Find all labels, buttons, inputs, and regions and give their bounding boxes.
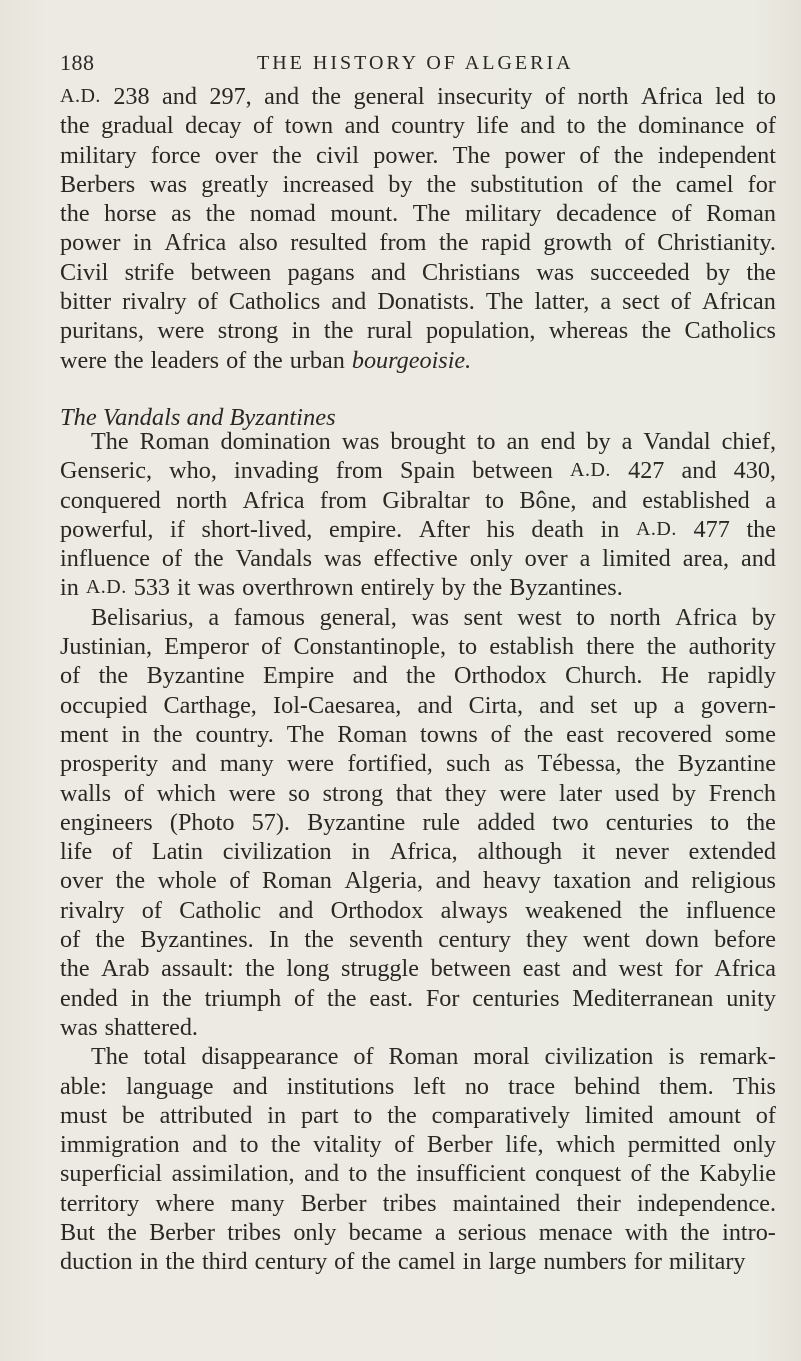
paragraph-4 — [60, 1042, 776, 1276]
text-line: The Roman domination was brought to an end by a Vandal chief, — [91, 427, 776, 455]
text-line: immigration and to the vitality of Berber life, which permitted only — [60, 1131, 776, 1159]
text-line: rivalry of Catholic and Orthodox always weakened the influence — [60, 896, 776, 924]
text-line: of the Byzantines. In the seventh century they went down before — [60, 926, 776, 954]
body-text — [60, 82, 776, 1277]
text-line: puritans, were strong in the rural population, whereas the Catholics — [60, 317, 776, 345]
text-line: able: language and institutions left no trace behind them. This — [60, 1072, 776, 1100]
section-heading: The Vandals and Byzantines — [60, 403, 336, 431]
page-header — [60, 50, 771, 84]
text-line: duction in the third century of the camel in large numbers for military — [60, 1248, 746, 1276]
text-line: was shattered. — [60, 1013, 198, 1041]
text-line: engineers (Photo 57). Byzantine rule added two centuries to the — [60, 808, 776, 836]
running-head: THE HISTORY OF ALGERIA — [257, 52, 574, 74]
text-line: must be attributed in part to the comparatively limited amount of — [60, 1101, 776, 1129]
text-line: superficial assimilation, and to the insufficient conquest of the Kabylie — [60, 1160, 776, 1188]
text-line: power in Africa also resulted from the rapid growth of Christianity. — [60, 229, 776, 257]
text-line: ended in the triumph of the east. For centuries Mediterranean unity — [60, 984, 776, 1012]
text-line: bitter rivalry of Catholics and Donatists. The latter, a sect of African — [60, 288, 776, 316]
text-line: powerful, if short-lived, empire. After his death in A.D. 477 the — [60, 515, 776, 543]
text-line: walls of which were so strong that they were later used by French — [60, 779, 776, 807]
text-line: Berbers was greatly increased by the substitution of the camel for — [60, 170, 776, 198]
paragraph-1 — [60, 82, 776, 375]
text-line: were the leaders of the urban bourgeoisie. — [60, 346, 472, 374]
text-line: of the Byzantine Empire and the Orthodox Church. He rapidly — [60, 662, 776, 690]
text-line: The total disappearance of Roman moral civilization is remark- — [91, 1043, 776, 1071]
text-line: But the Berber tribes only became a serious menace with the intro- — [60, 1218, 776, 1246]
text-line: Justinian, Emperor of Constantinople, to establish there the authority — [60, 633, 776, 661]
text-line: influence of the Vandals was effective only over a limited area, and — [60, 545, 776, 573]
text-line: occupied Carthage, Iol-Caesarea, and Cirta, and set up a govern- — [60, 691, 776, 719]
text-line: the horse as the nomad mount. The military decadence of Roman — [60, 200, 776, 228]
text-line: Genseric, who, invading from Spain between A.D. 427 and 430, — [60, 457, 776, 485]
text-line: A.D. 238 and 297, and the general insecurity of north Africa led to — [60, 83, 776, 110]
text-line: Civil strife between pagans and Christians was succeeded by the — [60, 258, 776, 286]
text-line: prosperity and many were fortified, such as Tébessa, the Byzantine — [60, 750, 776, 778]
page-number: 188 — [60, 50, 95, 75]
text-line: Belisarius, a famous general, was sent west to north Africa by — [91, 603, 776, 631]
text-line: life of Latin civilization in Africa, although it never extended — [60, 838, 776, 866]
text-line: territory where many Berber tribes maintained their independence. — [60, 1189, 776, 1217]
paragraph-3 — [60, 603, 776, 1042]
text-line: the gradual decay of town and country life and to the dominance of — [60, 112, 776, 140]
text-line: ment in the country. The Roman towns of the east recovered some — [60, 720, 776, 748]
paragraph-2 — [60, 427, 776, 603]
text-line: military force over the civil power. The power of the independent — [60, 141, 776, 169]
text-line: over the whole of Roman Algeria, and heavy taxation and religious — [60, 867, 776, 895]
text-line: the Arab assault: the long struggle between east and west for Africa — [60, 955, 776, 983]
text-line: in A.D. 533 it was overthrown entirely by the Byzantines. — [60, 574, 623, 602]
text-line: conquered north Africa from Gibraltar to Bône, and established a — [60, 486, 776, 514]
